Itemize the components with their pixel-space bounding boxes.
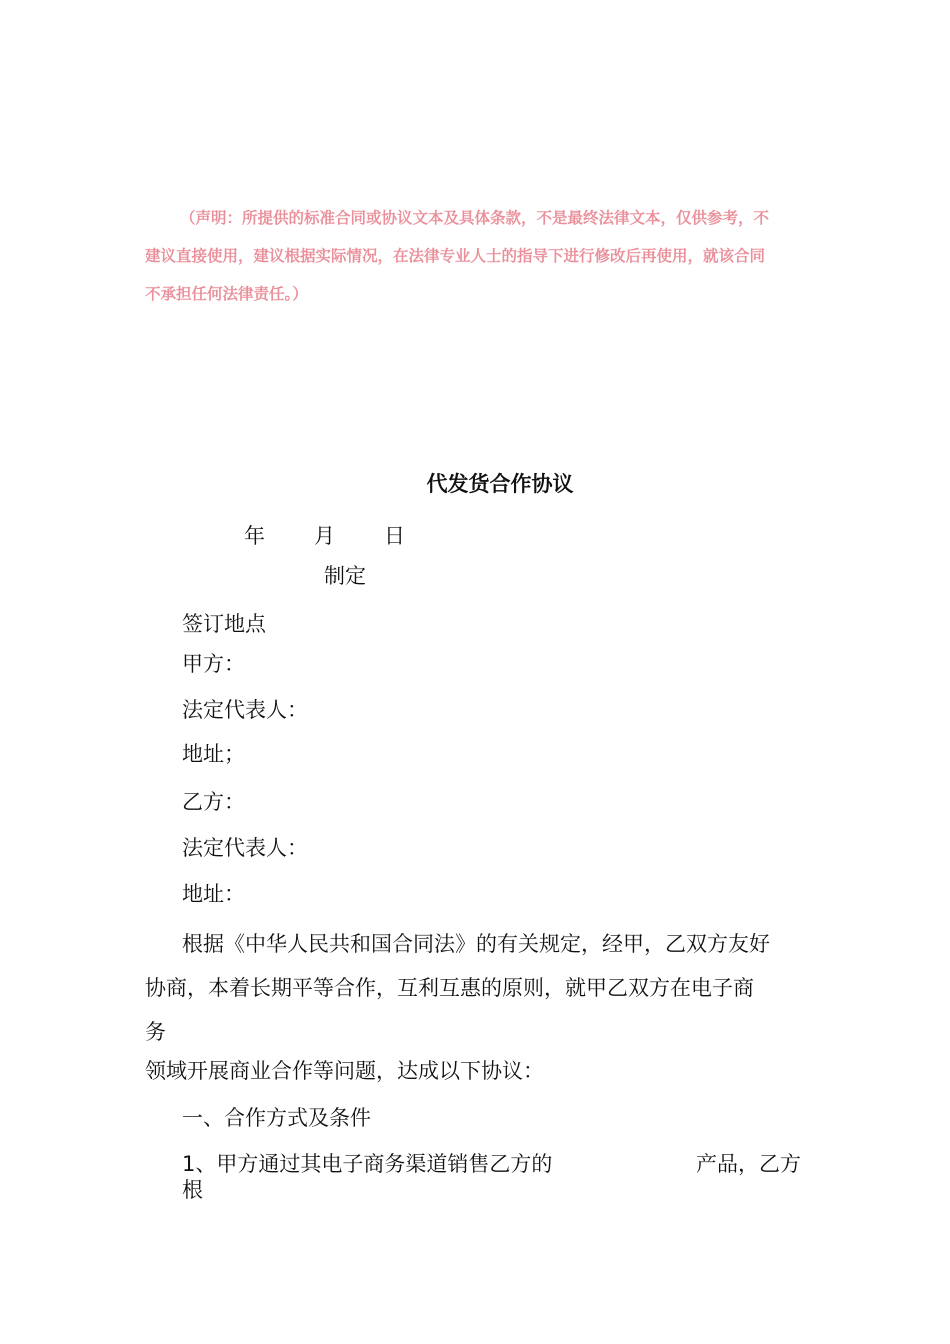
paragraph-line: 根据《中华人民共和国合同法》的有关规定，经甲，乙双方友好 — [182, 932, 770, 956]
paragraph-line: 务 — [145, 1020, 166, 1044]
date-day: 日 — [384, 524, 405, 548]
date-month: 月 — [314, 524, 335, 548]
party-b-address-label: 地址： — [182, 882, 245, 906]
date-year: 年 — [244, 524, 265, 548]
disclaimer-line-2: 建议直接使用，建议根据实际情况，在法律专业人士的指导下进行修改后再使用，就该合同 — [145, 247, 766, 265]
party-a-address-label: 地址； — [182, 742, 245, 766]
paragraph-line: 协商，本着长期平等合作，互利互惠的原则，就甲乙双方在电子商 — [145, 976, 754, 1000]
document-title: 代发货合作协议 — [426, 472, 574, 496]
clause-line-end: 产品，乙方 — [696, 1152, 801, 1176]
disclaimer-line-3: 不承担任何法律责任。） — [145, 285, 308, 303]
date-made: 制定 — [324, 564, 366, 588]
section-heading: 一、合作方式及条件 — [182, 1106, 371, 1130]
clause-line-continued: 根 — [182, 1178, 203, 1202]
party-a-representative-label: 法定代表人： — [182, 698, 308, 722]
disclaimer-line-1: （声明：所提供的标准合同或协议文本及具体条款，不是最终法律文本，仅供参考，不 — [180, 209, 770, 227]
paragraph-line: 领域开展商业合作等问题，达成以下协议： — [145, 1059, 544, 1083]
party-b-label: 乙方： — [182, 790, 245, 814]
party-b-representative-label: 法定代表人： — [182, 836, 308, 860]
party-a-label: 甲方： — [182, 652, 245, 676]
clause-line: 1、甲方通过其电子商务渠道销售乙方的 — [182, 1152, 553, 1176]
sign-place-label: 签订地点 — [182, 612, 266, 636]
